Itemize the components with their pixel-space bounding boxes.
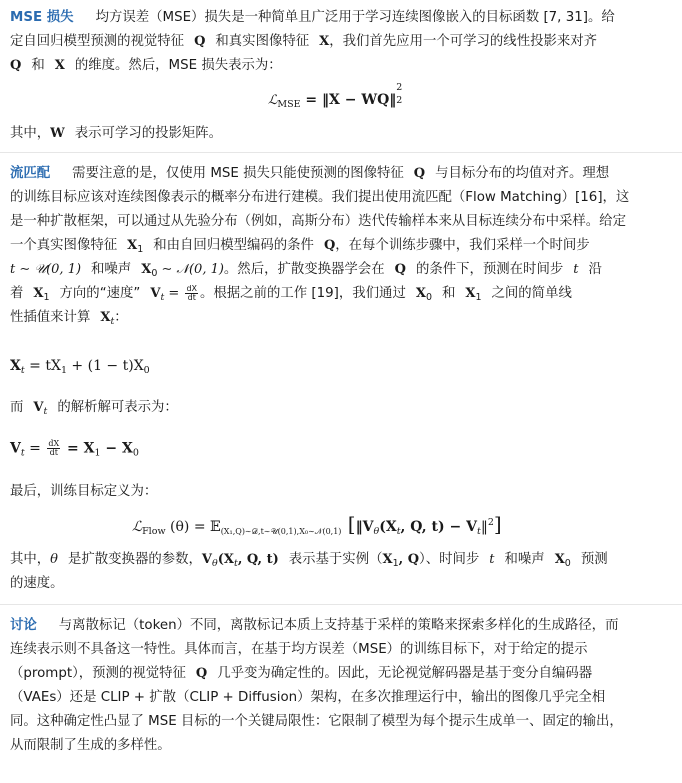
- velocity-fraction: [47, 440, 60, 457]
- text: ：: [114, 310, 128, 325]
- mse-after: [10, 122, 672, 146]
- text: 。根据之前的工作 [19]，我们通过: [200, 286, 406, 301]
- text: 和真实图像特征: [215, 34, 310, 49]
- text: ，我们首先应用一个可学习的线性投影来对齐: [329, 34, 598, 49]
- mse-line-3: [10, 54, 672, 78]
- text: 最后，训练目标定义为：: [10, 484, 158, 499]
- text: 和: [31, 58, 45, 73]
- math-symbol: Q: [10, 58, 22, 73]
- math-symbol: Q: [194, 34, 206, 49]
- math-symbol: V: [10, 440, 21, 457]
- text: 表示基于实例（: [288, 552, 383, 567]
- math-denominator: dt: [49, 448, 58, 457]
- math-expression: ‖: [480, 519, 488, 535]
- math-symbol: X: [554, 552, 565, 567]
- mse-line-1: [10, 6, 672, 30]
- text: 表示可学习的投影矩阵。: [74, 126, 223, 141]
- text: 其中，: [10, 552, 51, 567]
- math-expression: = X: [62, 440, 95, 457]
- math-subscript: t: [110, 316, 115, 327]
- math-symbol: t: [489, 552, 495, 567]
- text: 之间的简单线: [491, 286, 572, 301]
- text: 而: [10, 400, 24, 415]
- math-expression: = tX: [24, 358, 61, 374]
- math-symbol: X: [10, 358, 21, 374]
- math-symbol: W: [50, 126, 65, 141]
- math-subscript: t: [20, 447, 25, 459]
- text: 沿: [588, 262, 602, 277]
- discussion-section: [10, 614, 672, 758]
- math-subscript: 0: [151, 268, 158, 279]
- math-denominator: dt: [187, 292, 196, 302]
- math-subscript: 1: [137, 244, 144, 255]
- flow-final-text: [10, 480, 672, 504]
- mse-equation: [268, 82, 404, 110]
- math-symbol: V: [33, 400, 44, 415]
- flow-heading: 流匹配: [10, 166, 51, 181]
- math-expression: t ∼ 𝒰(0, 1): [10, 262, 82, 277]
- text: 。然后，扩散变换器学会在: [223, 262, 385, 277]
- math-subscript: 0: [425, 292, 432, 303]
- math-symbol: X: [54, 58, 65, 73]
- math-symbol: ℒ: [268, 93, 278, 108]
- flow-velocity-text: [10, 396, 672, 420]
- text: 均方误差（MSE）损失是一种简单且广泛用于学习连续图像嵌入的目标函数 [7, 31]。给: [95, 10, 615, 25]
- math-symbol: X: [141, 262, 152, 277]
- math-expression: ‖V: [355, 519, 374, 535]
- math-superscript: 2: [396, 82, 403, 93]
- flow-section: 流匹配 需要注意的是，仅使用 MSE 损失只能使预测的图像特征 Q 与目标分布的均值对齐。理想 的训练目标应该对连续图像表示的概率分布进行建模。我们提出使用流匹配（Flow Matching）[16]，这 是一种扩散框架，可以通过从先验分布（例如，高斯分布）迭代传输样本来从目标连续分布中采样。给定 一个真实图像特征 $X_1$ 和由自回归模型编码的条件 Q，在每个训练步骤中，我们采样一个时间步 t ∼ 𝒰(0, 1) 和噪声 $X_0$ ∼ 𝒩(0, 1)。然后，扩散变换器学会在 Q 的条件下，预测在时间步 t 沿 着 $X_1$ 方向的“速度” $V_t$ = $\frac{dX}{dt}$ 。根据之前的工作 [19]，我们通过 $X_0$ 和 $X_1$ 之间的简单线 性插值来计算 $X_t$：: [10, 162, 672, 330]
- text: 和噪声: [91, 262, 132, 277]
- text: （prompt），预测的视觉特征: [10, 666, 186, 681]
- math-subscript: t: [20, 365, 25, 376]
- flow-loss-equation: ℒ$_{Flow}$ (θ) = 𝔼$_{(X_1,Q)\sim 𝒟,t\sim 𝒰(0,1),X_0\sim 𝒩(0,1)}$ [$‖V_\theta(X_t$, Q, $t) - V_t‖^2$]: [132, 512, 502, 537]
- text: 连续表示则不具备这一特性。具体而言，在基于均方误差（MSE）的训练目标下，对于给定的提示: [10, 642, 588, 657]
- text: 与目标分布的均值对齐。理想: [435, 166, 610, 181]
- math-subscript: 1: [94, 447, 101, 459]
- math-subscript: 2: [396, 95, 403, 106]
- math-symbol: X: [465, 286, 476, 301]
- text: 的条件下，预测在时间步: [415, 262, 564, 277]
- math-symbol: V: [150, 286, 161, 301]
- text: 定自回归模型预测的视觉特征: [10, 34, 185, 49]
- section-divider: [0, 152, 682, 153]
- math-symbol: Q: [195, 666, 208, 681]
- mse-section: [10, 6, 672, 78]
- math-expression: (X: [217, 552, 234, 567]
- math-subscript: t: [160, 292, 165, 303]
- text: 的速度。: [10, 576, 64, 591]
- math-symbol: X: [127, 238, 138, 253]
- math-symbol: X: [100, 310, 111, 325]
- math-symbol: ℒ: [132, 519, 143, 535]
- math-symbol: X: [319, 34, 330, 49]
- velocity-fraction: [185, 285, 198, 302]
- math-symbol: X: [33, 286, 44, 301]
- text: 其中，: [10, 126, 51, 141]
- math-expression: (X: [379, 519, 397, 535]
- math-numerator: dX: [48, 439, 60, 448]
- mse-line-2: [10, 30, 672, 54]
- math-expression: ∼ 𝒩(0, 1): [157, 262, 224, 277]
- text: 性插值来计算: [10, 310, 91, 325]
- discussion-heading: 讨论: [10, 618, 37, 633]
- math-symbol: V: [201, 552, 212, 567]
- text: 和噪声: [504, 552, 545, 567]
- text: 是扩散变换器的参数，: [68, 552, 202, 567]
- math-subscript: θ: [212, 558, 218, 569]
- math-subscript: 1: [60, 365, 67, 376]
- flow-after: 其中，θ 是扩散变换器的参数，$V_\theta(X_t$, Q, t) 表示基于实例（$X_1$, Q）、时间步 t 和噪声 $X_0$ 预测 的速度。: [10, 548, 672, 596]
- text: 与离散标记（token）不同，离散标记本质上支持基于采样的策略来探索多样化的生成路径，而: [58, 618, 619, 633]
- math-symbol: Q: [323, 238, 336, 253]
- math-subscript: 1: [43, 292, 50, 303]
- text: 的解析解可表示为：: [57, 400, 178, 415]
- text: 从而限制了生成的多样性。: [10, 738, 171, 753]
- text: 几乎变为确定性的。因此，无论视觉解码器是基于变分自编码器: [217, 666, 593, 681]
- math-subscript: t: [396, 526, 401, 537]
- math-subscript: MSE: [277, 99, 301, 110]
- mse-heading: MSE 损失: [10, 10, 74, 25]
- math-expression: , Q, t): [237, 552, 279, 567]
- math-symbol: θ: [50, 552, 58, 567]
- text: 和由自回归模型编码的条件: [153, 238, 314, 253]
- text: 和: [441, 286, 456, 301]
- math-expression: − X: [100, 440, 133, 457]
- math-subscript: t: [233, 558, 238, 569]
- math-symbol: X: [415, 286, 426, 301]
- vt-equation: $V_t$ = $\frac{dX}{dt}$ = $X_1 - X_0$: [10, 439, 139, 459]
- math-subscript: Flow: [142, 526, 166, 537]
- text: 方向的“速度”: [59, 286, 141, 301]
- text: 是一种扩散框架，可以通过从先验分布（例如，高斯分布）迭代传输样本来从目标连续分布中采样。给定: [10, 214, 626, 229]
- math-subscript: 0: [143, 365, 150, 376]
- math-expression: , Q, t) − V: [400, 519, 477, 535]
- math-expression: = ‖X − WQ‖: [300, 92, 397, 108]
- math-symbol: X: [382, 552, 393, 567]
- math-numerator: dX: [186, 283, 198, 293]
- text: （VAEs）还是 CLIP + 扩散（CLIP + Diffusion）架构，在多次推理运行中，输出的图像几乎完全相: [10, 690, 606, 705]
- math-symbol: Q: [407, 552, 420, 567]
- math-subscript: 0: [564, 558, 571, 569]
- text: 预测: [580, 552, 608, 567]
- text: 一个真实图像特征: [10, 238, 118, 253]
- text: 的训练目标应该对连续图像表示的概率分布进行建模。我们提出使用流匹配（Flow Matching）[16]，这: [10, 190, 630, 205]
- math-symbol: Q: [413, 166, 426, 181]
- math-subscript: t: [43, 406, 48, 417]
- math-symbol: Q: [394, 262, 406, 277]
- text: 的维度。然后，MSE 损失表示为：: [74, 58, 282, 73]
- math-subscript: 1: [475, 292, 482, 303]
- math-expression: + (1 − t)X: [66, 358, 144, 374]
- math-subscript: t: [476, 526, 481, 537]
- text: 同。这种确定性凸显了 MSE 目标的一个关键局限性：它限制了模型为每个提示生成单一、固定的输出，: [10, 714, 623, 729]
- math-subscript: θ: [373, 526, 380, 537]
- text: 着: [10, 286, 24, 301]
- math-subscript: 0: [132, 447, 139, 459]
- text: 需要注意的是，仅使用 MSE 损失只能使预测的图像特征: [72, 166, 404, 181]
- xt-equation: [10, 358, 150, 376]
- math-subscript: 1: [392, 558, 399, 569]
- math-superscript: 2: [487, 517, 494, 528]
- section-divider: [0, 604, 682, 605]
- math-expression: (θ) = 𝔼: [165, 519, 221, 535]
- math-symbol: t: [573, 262, 579, 277]
- math-subscript: (X₁,Q)∼𝒟,t∼𝒰(0,1),X₀∼𝒩(0,1): [220, 527, 342, 536]
- text: ）、时间步: [419, 552, 480, 567]
- text: ，在每个训练步骤中，我们采样一个时间步: [335, 238, 590, 253]
